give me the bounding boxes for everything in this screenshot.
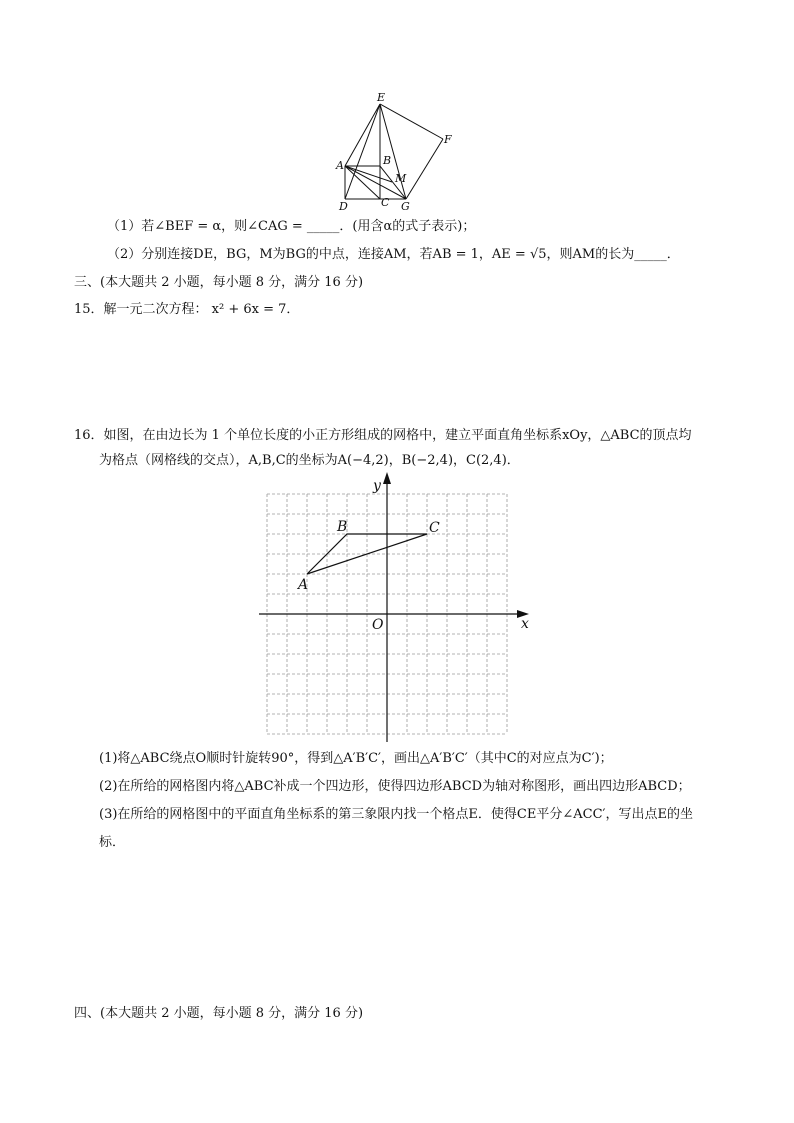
q16-line2: 为格点（网格线的交点），A,B,C的坐标为A(−4,2)，B(−2,4)，C(2,4)． bbox=[99, 453, 520, 468]
label-E: E bbox=[377, 91, 386, 104]
label-B: B bbox=[383, 154, 392, 167]
q16-line1: 16．如图，在由边长为 1 个单位长度的小正方形组成的网格中，建立平面直角坐标系xOy，△ABC的顶点均 bbox=[74, 428, 692, 443]
label-M: M bbox=[395, 172, 407, 185]
y-axis-label: y bbox=[373, 478, 381, 494]
origin-label-O: O bbox=[372, 617, 384, 633]
section4-heading: 四、(本大题共 2 小题，每小题 8 分，满分 16 分) bbox=[74, 1006, 364, 1021]
point-label-C: C bbox=[429, 520, 440, 536]
q16-part3b: 标． bbox=[99, 835, 126, 850]
point-label-B: B bbox=[337, 519, 348, 535]
label-A: A bbox=[336, 159, 344, 172]
label-F: F bbox=[444, 133, 452, 146]
q15-text: 15．解一元二次方程： x² + 6x = 7． bbox=[74, 302, 300, 317]
section3-heading: 三、(本大题共 2 小题，每小题 8 分，满分 16 分) bbox=[74, 275, 364, 290]
label-C: C bbox=[381, 196, 390, 209]
label-D: D bbox=[339, 200, 348, 213]
q16-part2: (2)在所给的网格图内将△ABC补成一个四边形，使得四边形ABCD为轴对称图形，画出四边形ABCD； bbox=[99, 779, 691, 794]
q14-part2: （2）分别连接DE，BG，M为BG的中点，连接AM，若AB = 1，AE = √5，则AM的长为_____． bbox=[107, 247, 680, 262]
y-axis-arrow bbox=[383, 472, 391, 484]
q14-part1: （1）若∠BEF = α，则∠CAG = _____．(用含α的式子表示)； bbox=[107, 219, 476, 234]
x-axis-label: x bbox=[521, 616, 529, 632]
q16-part1: (1)将△ABC绕点O顺时针旋转90°，得到△A′B′C′，画出△A′B′C′（其中C的对应点为C′)； bbox=[99, 751, 613, 766]
point-label-A: A bbox=[298, 577, 309, 593]
label-G: G bbox=[401, 200, 410, 213]
q16-part3a: (3)在所给的网格图中的平面直角坐标系的第三象限内找一个格点E．使得CE平分∠ACC′，写出点E的坐 bbox=[99, 807, 693, 822]
